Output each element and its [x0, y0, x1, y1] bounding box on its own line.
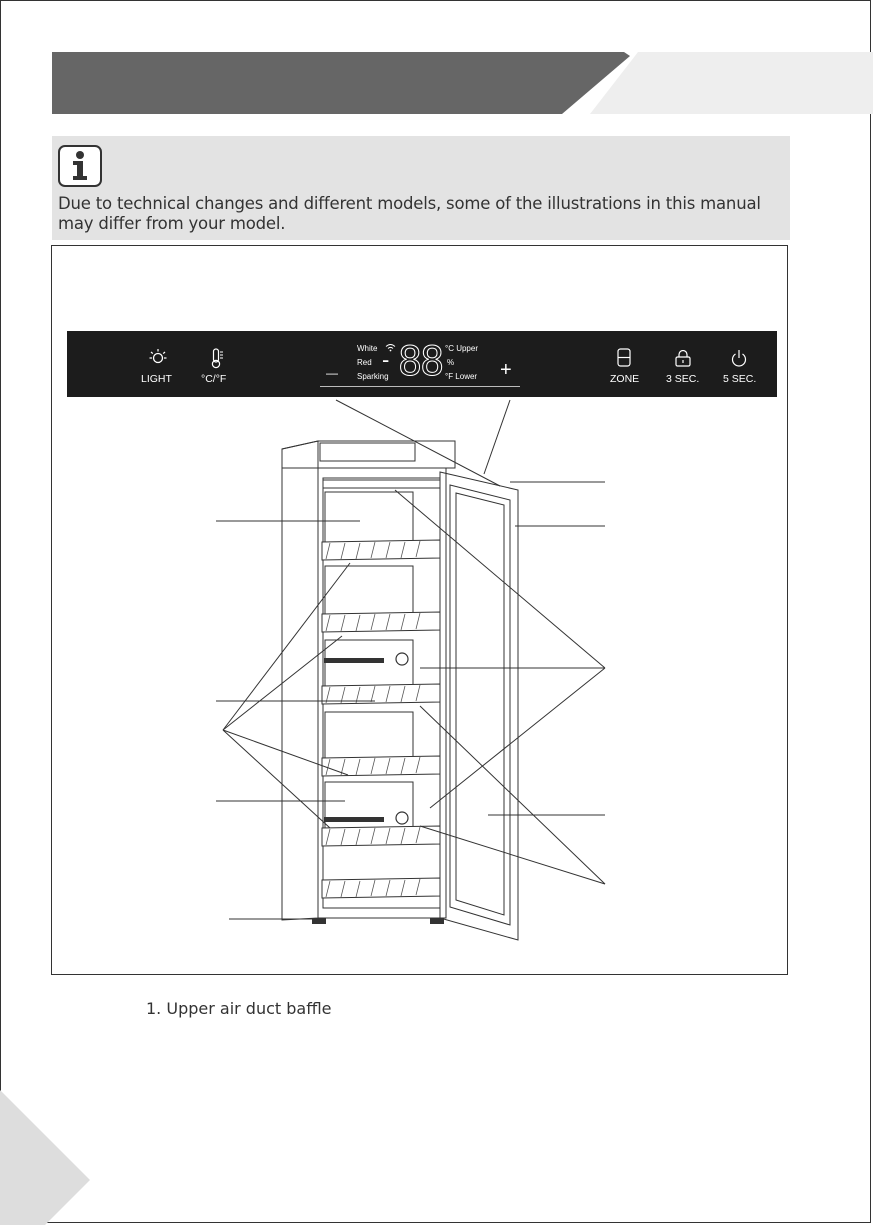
- celsius-upper-label: °C Upper: [445, 344, 478, 353]
- fahrenheit-lower-label: °F Lower: [445, 372, 478, 381]
- red-label: Red: [357, 358, 372, 367]
- parts-list-item-1: 1. Upper air duct baffle: [146, 999, 332, 1018]
- light-label: LIGHT: [141, 373, 172, 385]
- white-label: White: [357, 344, 378, 353]
- plus-button[interactable]: +: [500, 359, 512, 381]
- sparkling-label: Sparking: [357, 372, 389, 381]
- percent-label: %: [447, 358, 455, 367]
- minus-button[interactable]: —: [326, 366, 338, 380]
- zone-label: ZONE: [610, 373, 640, 385]
- temp-unit-label: °C/°F: [201, 373, 227, 385]
- notice-text: Due to technical changes and different models, some of the illustrations in this manual may differ from your model.: [58, 194, 761, 233]
- lock-label: 3 SEC.: [666, 373, 700, 385]
- display-dash: -: [382, 347, 390, 372]
- display-digits: 88: [398, 339, 443, 385]
- power-label: 5 SEC.: [723, 373, 757, 385]
